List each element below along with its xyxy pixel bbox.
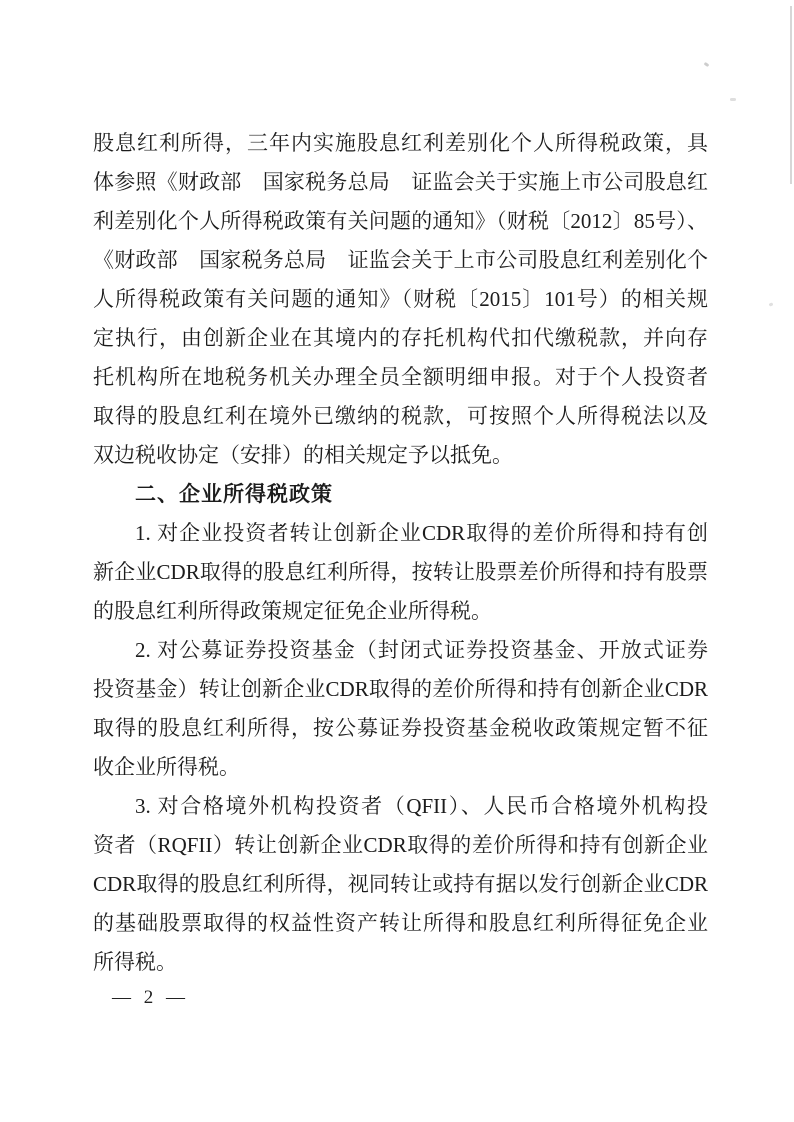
scan-artifact-speck [769,302,774,306]
section-heading: 二、企业所得税政策 [135,483,333,506]
text-line: 股息红利所得，三年内实施股息红利差别化个人所得税政策，具 [93,131,708,155]
text-line: 体参照《财政部 国家税务总局 证监会关于实施上市公司股息红 [93,170,708,194]
text-line: 1. 对企业投资者转让创新企业CDR取得的差价所得和持有创 [135,521,708,545]
text-line: 取得的股息红利在境外已缴纳的税款，可按照个人所得税法以及 [93,404,708,428]
text-line: 利差别化个人所得税政策有关问题的通知》（财税〔2012〕85号）、 [93,209,708,233]
text-line: 双边税收协定（安排）的相关规定予以抵免。 [93,443,513,467]
text-line: 托机构所在地税务机关办理全员全额明细申报。对于个人投资者 [93,365,708,389]
text-line: 收企业所得税。 [93,755,240,779]
page-number: — 2 — [112,987,189,1008]
text-line: 定执行，由创新企业在其境内的存托机构代扣代缴税款，并向存 [93,326,708,350]
text-line: 的股息红利所得政策规定征免企业所得税。 [93,599,492,623]
text-line: 人所得税政策有关问题的通知》（财税〔2015〕101号）的相关规 [93,287,708,311]
text-line: 新企业CDR取得的股息红利所得，按转让股票差价所得和持有股票 [93,560,708,584]
text-line: 3. 对合格境外机构投资者（QFII）、人民币合格境外机构投 [135,794,708,818]
text-line: 《财政部 国家税务总局 证监会关于上市公司股息红利差别化个 [93,248,708,272]
text-line: CDR取得的股息红利所得，视同转让或持有据以发行创新企业CDR [93,872,708,896]
scan-artifact-speck [704,62,710,67]
text-line: 2. 对公募证券投资基金（封闭式证券投资基金、开放式证券 [135,638,708,662]
text-line: 所得税。 [93,950,177,974]
scan-artifact-speck [730,98,736,101]
text-line: 资者（RQFII）转让创新企业CDR取得的差价所得和持有创新企业 [93,833,708,857]
document-body [93,124,708,982]
scan-artifact-edge-line [790,6,792,184]
text-line: 的基础股票取得的权益性资产转让所得和股息红利所得征免企业 [93,911,708,935]
text-line: 取得的股息红利所得，按公募证券投资基金税收政策规定暂不征 [93,716,708,740]
text-line: 投资基金）转让创新企业CDR取得的差价所得和持有创新企业CDR [93,677,708,701]
